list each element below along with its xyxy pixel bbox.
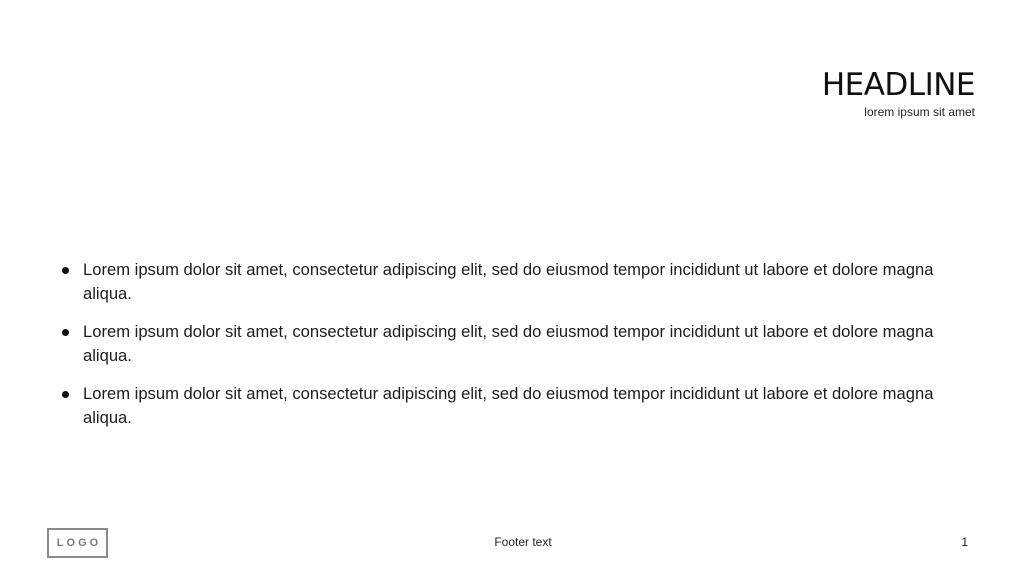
bullet-dot-icon — [62, 329, 69, 336]
slide-header — [822, 66, 975, 120]
footer-text: Footer text — [494, 535, 552, 549]
page-number: 1 — [961, 535, 968, 549]
bullet-dot-icon — [62, 391, 69, 398]
bullet-text: Lorem ipsum dolor sit amet, consectetur adipiscing elit, sed do eiusmod tempor incididunt ut labore et dolore magna aliqua. — [83, 384, 934, 427]
bullet-dot-icon — [62, 267, 69, 274]
subheadline: lorem ipsum sit amet — [864, 105, 975, 119]
bullet-item — [62, 320, 972, 368]
bullet-item — [62, 382, 972, 430]
bullet-item — [62, 258, 972, 306]
logo-text: LOGO — [56, 537, 102, 549]
bullet-text: Lorem ipsum dolor sit amet, consectetur adipiscing elit, sed do eiusmod tempor incididunt ut labore et dolore magna aliqua. — [83, 322, 934, 365]
headline: HEADLINE — [821, 67, 975, 103]
bullet-list — [62, 258, 972, 444]
bullet-text: Lorem ipsum dolor sit amet, consectetur adipiscing elit, sed do eiusmod tempor incididunt ut labore et dolore magna aliqua. — [83, 260, 934, 303]
